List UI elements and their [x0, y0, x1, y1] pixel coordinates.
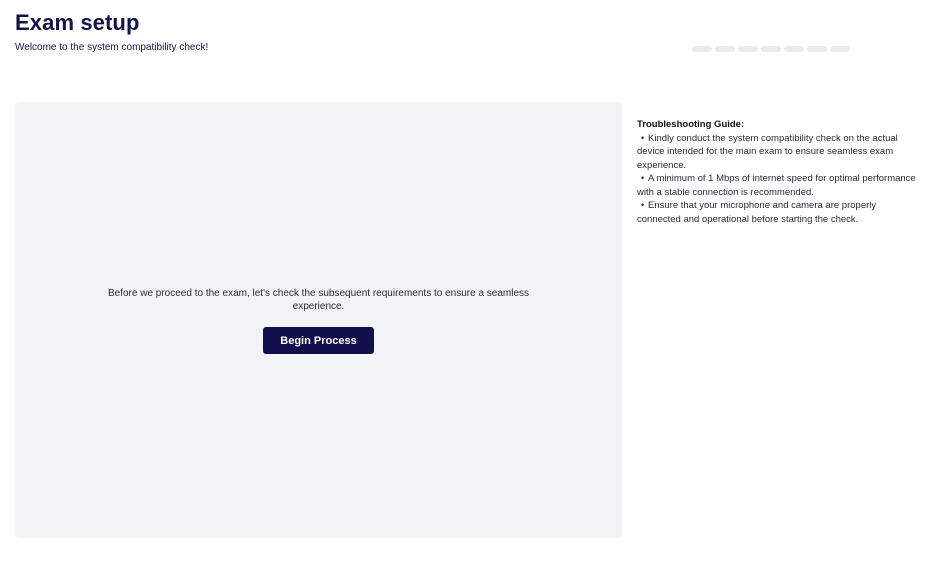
progress-segment	[830, 46, 850, 52]
progress-segment	[715, 46, 735, 52]
progress-segment	[738, 46, 758, 52]
guide-item	[637, 199, 922, 226]
guide-item-text: A minimum of 1 Mbps of internet speed for optimal performance with a stable connection is recommended.	[637, 173, 916, 198]
bullet-icon: •	[640, 132, 645, 144]
page-title: Exam setup	[15, 10, 140, 35]
intro-text: Before we proceed to the exam, let's check the subsequent requirements to ensure a seamless experience.	[107, 288, 530, 312]
progress-segment	[784, 46, 804, 52]
progress-segment	[761, 46, 781, 52]
progress-segment	[692, 46, 712, 52]
step-progress-indicator	[692, 46, 850, 52]
compatibility-check-panel	[15, 102, 622, 538]
guide-list	[637, 132, 922, 227]
bullet-icon: •	[640, 200, 645, 211]
bullet-icon: •	[640, 173, 645, 184]
guide-item-text: Kindly conduct the system compatibility check on the actual device intended for the main exam to ensure seamless exam experience.	[637, 132, 898, 171]
guide-item-text: Ensure that your microphone and camera are properly connected and operational before starting the check.	[637, 200, 877, 225]
begin-process-button[interactable]: Begin Process	[263, 327, 374, 354]
guide-item	[637, 172, 922, 199]
guide-item	[637, 132, 922, 173]
troubleshooting-guide	[637, 118, 922, 226]
page-subtitle: Welcome to the system compatibility check!	[15, 42, 209, 53]
panel-content	[15, 287, 622, 354]
progress-segment	[807, 46, 827, 52]
guide-title: Troubleshooting Guide:	[637, 119, 745, 130]
